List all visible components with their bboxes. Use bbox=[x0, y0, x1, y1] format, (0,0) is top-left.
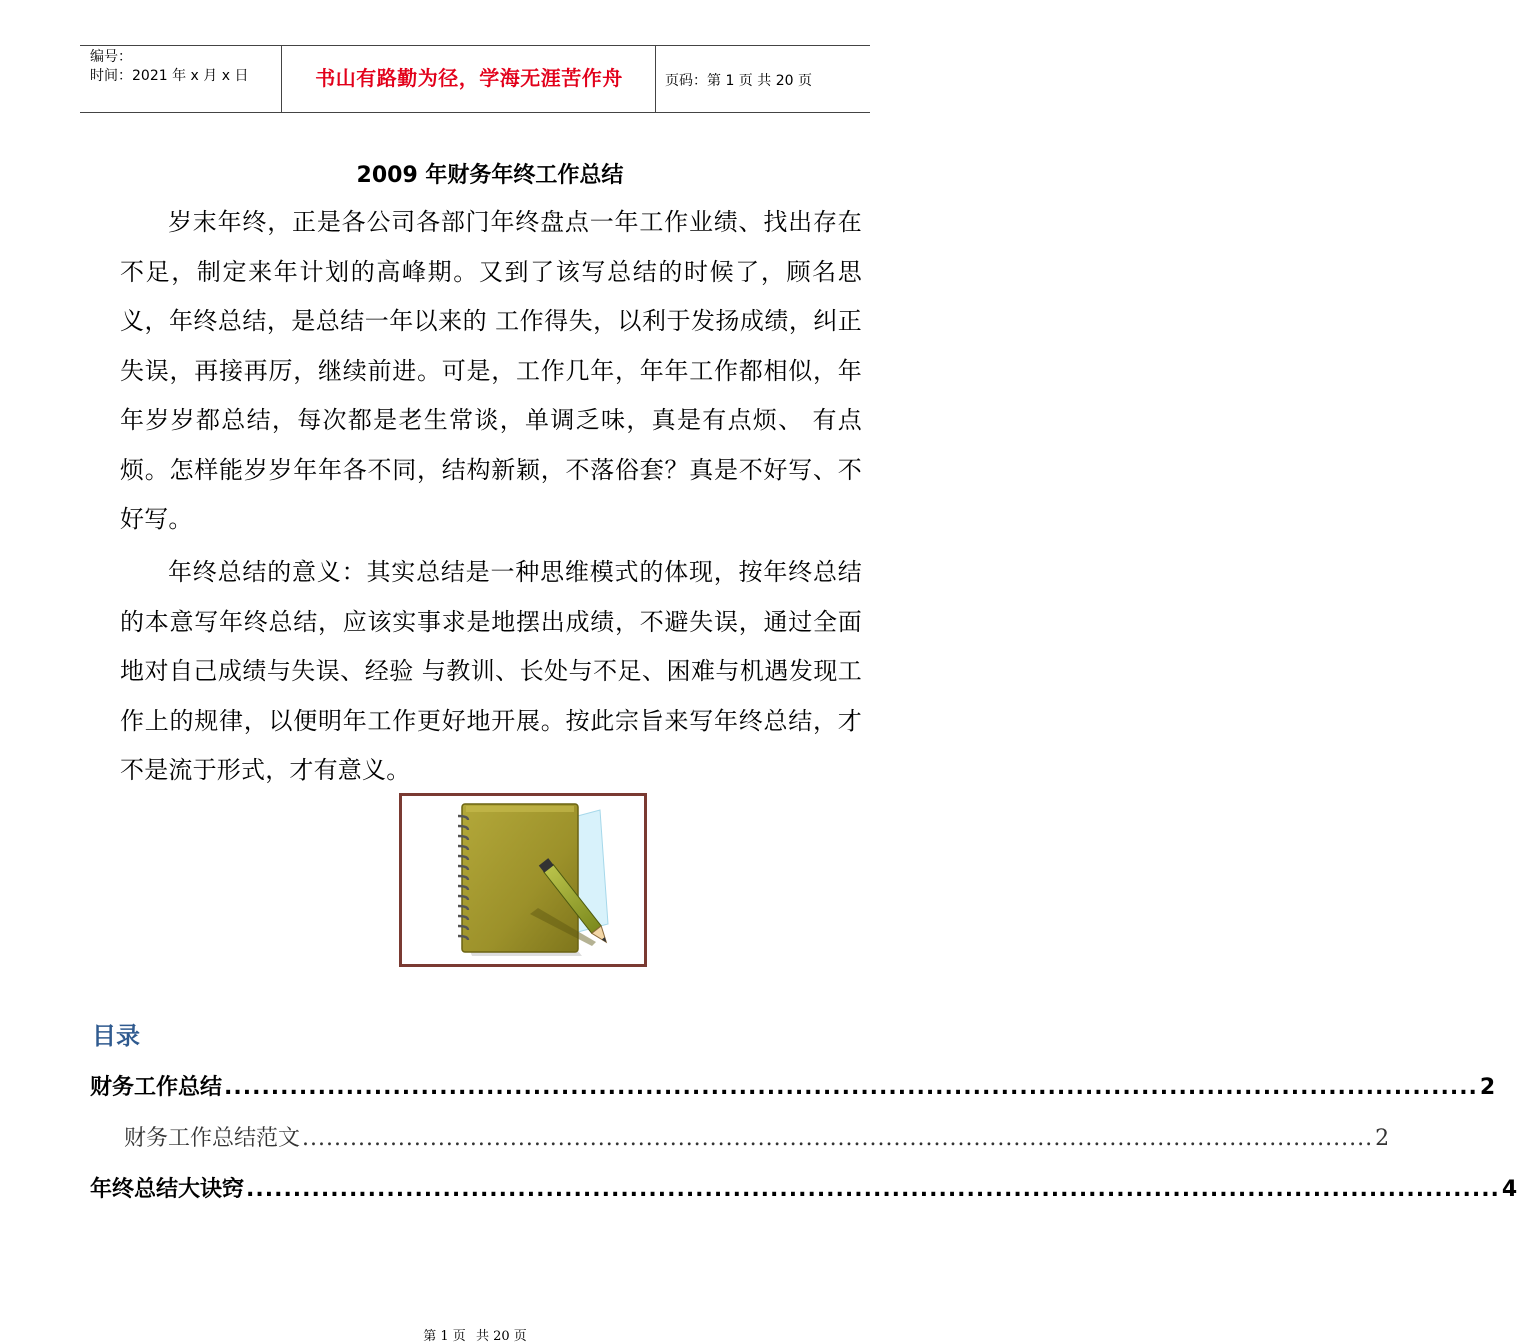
header-meta bbox=[90, 48, 248, 86]
body-paragraph: 年终总结的意义：其实总结是一种思维模式的体现，按年终总结的本意写年终总结，应该实事求是地摆出成绩，不避失误，通过全面地对自己成绩与失误、经验 与教训、长处与不足、困难与机遇发现工作上的规律，以便明年工作更好地开展。按此宗旨来写年终总结，才不是流于形式，才有意义。 bbox=[120, 558, 862, 784]
toc-leader: ...................................................................................................................................... bbox=[302, 1126, 1374, 1151]
header-top-rule bbox=[80, 45, 870, 46]
notebook-illustration bbox=[399, 793, 647, 967]
toc-entry[interactable] bbox=[90, 1172, 1517, 1203]
toc-entry[interactable] bbox=[90, 1070, 1496, 1101]
toc-entry-text[interactable]: 年终总结大诀窍 bbox=[90, 1177, 245, 1202]
toc-entry-page: 2 bbox=[1375, 1126, 1390, 1151]
notebook-pencil-icon bbox=[402, 796, 644, 964]
toc-entry-page: 2 bbox=[1479, 1075, 1496, 1100]
toc-entry-text[interactable]: 财务工作总结 bbox=[90, 1075, 223, 1100]
toc-entry-page: 4 bbox=[1501, 1177, 1517, 1202]
toc-entry-text[interactable]: 财务工作总结范文 bbox=[124, 1126, 301, 1151]
toc-leader: ...................................................................................................................................... bbox=[246, 1177, 1500, 1202]
footer-total: 共 20 页 bbox=[475, 1329, 527, 1344]
body-paragraph: 岁末年终，正是各公司各部门年终盘点一年工作业绩、找出存在不足，制定来年计划的高峰期。又到了该写总结的时候了，顾名思义，年终总结，是总结一年以来的 工作得失，以利于发扬成绩，纠正失误，再接再厉，继续前进。可是，工作几年，年年工作都相似，年年岁岁都总结，每次都是老生常谈，单调乏味，真是有点烦、 有点烦。怎样能岁岁年年各不同，结构新颖，不落俗套？真是不好写、不好写。 bbox=[120, 208, 862, 533]
time-label: 时间：2021 年 x 月 x 日 bbox=[90, 68, 249, 84]
header-page-info: 页码：第 1 页 共 20 页 bbox=[665, 73, 812, 89]
toc-entry[interactable] bbox=[124, 1121, 1390, 1152]
number-label: 编号： bbox=[90, 49, 132, 65]
header-motto: 书山有路勤为径，学海无涯苦作舟 bbox=[315, 66, 623, 90]
document-title: 2009 年财务年终工作总结 bbox=[356, 163, 624, 188]
page-footer bbox=[0, 1325, 950, 1344]
footer-page: 第 1 页 bbox=[423, 1329, 466, 1344]
toc-leader: ...................................................................................................................................... bbox=[224, 1075, 1478, 1100]
toc-heading: 目录 bbox=[92, 1022, 140, 1050]
header-bottom-rule bbox=[80, 112, 870, 113]
